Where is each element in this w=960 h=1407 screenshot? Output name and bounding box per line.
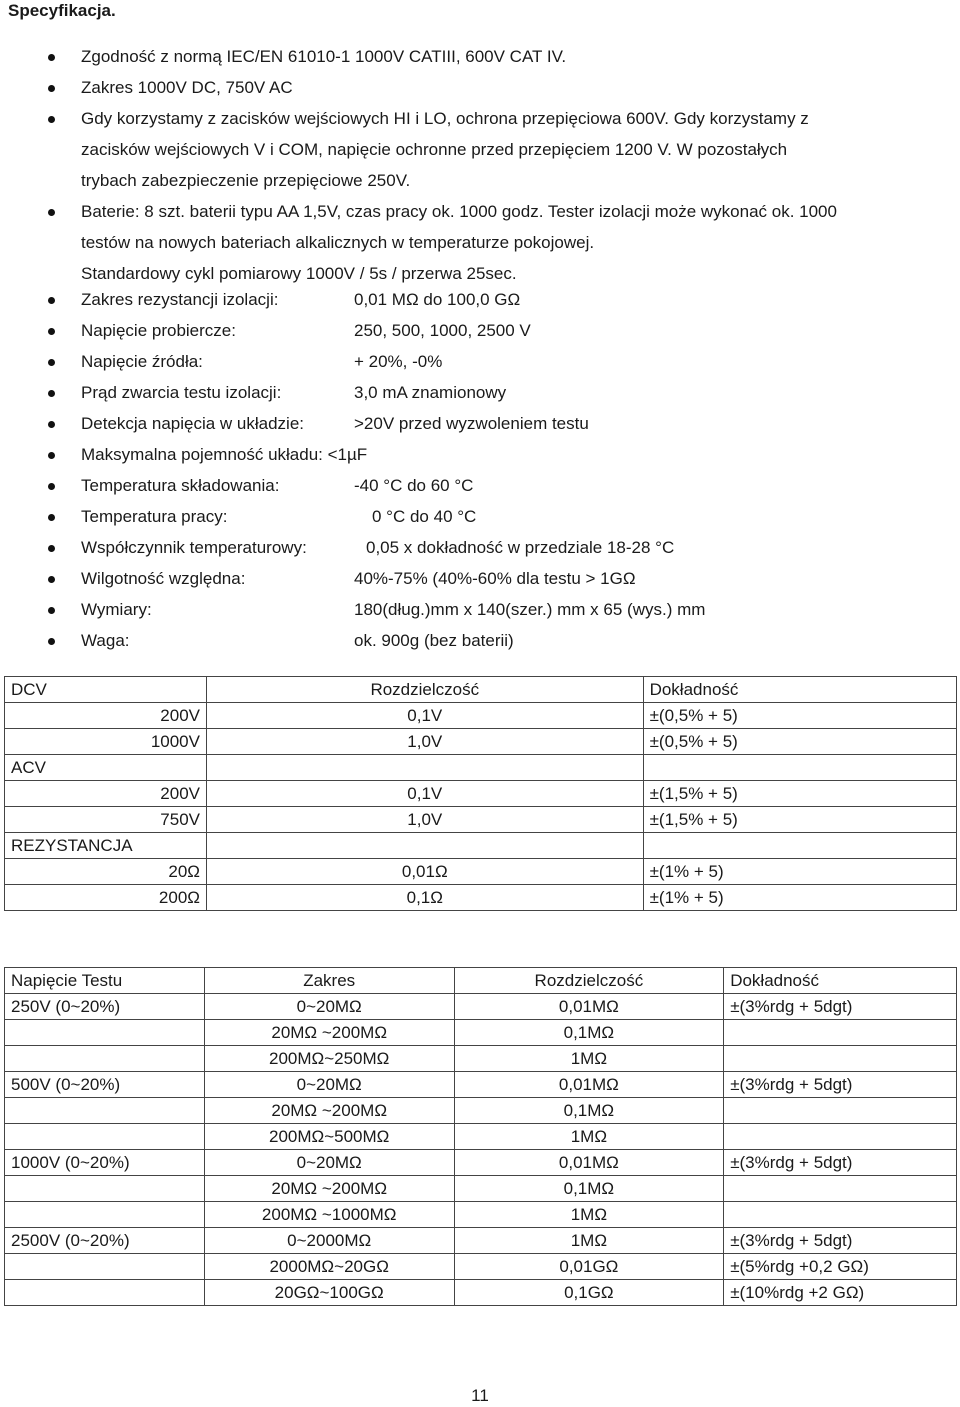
spec-label: Detekcja napięcia w układzie: [81, 414, 305, 433]
table-cell [5, 1124, 205, 1150]
table-cell-empty [5, 885, 139, 911]
table-cell: 200MΩ~500MΩ [204, 1124, 454, 1150]
spec-label: Waga: [81, 631, 130, 650]
table-cell: ±(1,5% + 5) [643, 781, 956, 807]
table-cell: 0,01Ω [206, 859, 643, 885]
table-cell: 0,01GΩ [454, 1254, 724, 1280]
table-cell: 0,01MΩ [454, 994, 724, 1020]
spec-label: Zakres rezystancji izolacji: [81, 290, 279, 309]
table-cell: 1,0V [206, 729, 643, 755]
table-row [5, 885, 957, 911]
table-row [5, 833, 957, 859]
table-cell [724, 1124, 957, 1150]
table-cell: ±(1% + 5) [643, 859, 956, 885]
table-row [5, 1202, 957, 1228]
bullet-dot [48, 390, 55, 397]
table-header-cell: Napięcie Testu [5, 968, 205, 994]
table-cell: 1MΩ [454, 1124, 724, 1150]
bullet-dot [48, 607, 55, 614]
table-row [5, 1280, 957, 1306]
table-cell: 20MΩ ~200MΩ [204, 1176, 454, 1202]
spec-value: -40 °C do 60 °C [354, 476, 474, 495]
bullet-text-line: Baterie: 8 szt. baterii typu AA 1,5V, czas pracy ok. 1000 godz. Tester izolacji może wykonać ok. 1000 [81, 202, 837, 221]
table-cell [643, 755, 956, 781]
table-cell: 1,0V [206, 807, 643, 833]
table-cell [5, 1254, 205, 1280]
bullet-text-line: Zgodność z normą IEC/EN 61010-1 1000V CATIII, 600V CAT IV. [81, 47, 567, 66]
table-cell-empty [5, 729, 139, 755]
table-cell-empty [5, 781, 139, 807]
table-cell: ±(3%rdg + 5dgt) [724, 1150, 957, 1176]
table-cell: 200MΩ ~1000MΩ [204, 1202, 454, 1228]
table-row [5, 703, 957, 729]
table-row [5, 1254, 957, 1280]
bullet-text-line: Standardowy cykl pomiarowy 1000V / 5s / przerwa 25sec. [81, 264, 517, 283]
table-cell: 2500V (0~20%) [5, 1228, 205, 1254]
insulation-test-table [4, 967, 957, 1306]
table-row [5, 1046, 957, 1072]
table-cell [5, 1020, 205, 1046]
table-header-cell [139, 677, 207, 703]
table-header-cell: Dokładność [724, 968, 957, 994]
table-cell: 20GΩ~100GΩ [204, 1280, 454, 1306]
table-cell [5, 1280, 205, 1306]
table-cell: 0~2000MΩ [204, 1228, 454, 1254]
table-cell: 0~20MΩ [204, 1072, 454, 1098]
table-cell: 200V [139, 781, 207, 807]
table-cell: 20Ω [139, 859, 207, 885]
table-header-cell: Rozdzielczość [454, 968, 724, 994]
table-cell: 200V [139, 703, 207, 729]
spec-label: Wymiary: [81, 600, 152, 619]
table-row [5, 1176, 957, 1202]
spec-label: Napięcie źródła: [81, 352, 203, 371]
table-header-row [5, 677, 957, 703]
table-cell [206, 755, 643, 781]
table-cell: 20MΩ ~200MΩ [204, 1020, 454, 1046]
table-cell [643, 833, 956, 859]
bullet-dot [48, 297, 55, 304]
table-cell-empty [5, 807, 139, 833]
table-row [5, 1150, 957, 1176]
table-cell: 1MΩ [454, 1228, 724, 1254]
bullet-dot [48, 452, 55, 459]
table-cell: ±(10%rdg +2 GΩ) [724, 1280, 957, 1306]
table-cell: 750V [139, 807, 207, 833]
table-cell: 0,1MΩ [454, 1176, 724, 1202]
table-row [5, 859, 957, 885]
table-cell-empty [5, 859, 139, 885]
table-row [5, 755, 957, 781]
table-cell: 0,1MΩ [454, 1098, 724, 1124]
table-header-cell: Dokładność [643, 677, 956, 703]
table-cell [724, 1098, 957, 1124]
table-cell: 2000MΩ~20GΩ [204, 1254, 454, 1280]
table-cell: 0,01MΩ [454, 1072, 724, 1098]
spec-label: Maksymalna pojemność układu: <1µF [81, 445, 368, 464]
page-number: 11 [471, 1386, 489, 1405]
table-header-cell: Zakres [204, 968, 454, 994]
spec-value: ok. 900g (bez baterii) [354, 631, 514, 650]
spec-label: Prąd zwarcia testu izolacji: [81, 383, 282, 402]
table-cell [206, 833, 643, 859]
table-cell: 0,01MΩ [454, 1150, 724, 1176]
table-cell: ±(3%rdg + 5dgt) [724, 994, 957, 1020]
table-cell: 1000V [139, 729, 207, 755]
table-row [5, 781, 957, 807]
table-cell: 200Ω [139, 885, 207, 911]
table-cell: 500V (0~20%) [5, 1072, 205, 1098]
spec-value: 0,01 MΩ do 100,0 GΩ [354, 290, 521, 309]
table-cell: ±(0,5% + 5) [643, 729, 956, 755]
table-cell [724, 1046, 957, 1072]
bullet-dot [48, 638, 55, 645]
spec-label: Temperatura składowania: [81, 476, 280, 495]
table-cell [724, 1020, 957, 1046]
table-cell [139, 833, 207, 859]
table-cell: 1000V (0~20%) [5, 1150, 205, 1176]
table-cell [5, 1098, 205, 1124]
table-cell: 0,1V [206, 703, 643, 729]
table-cell: 0,1V [206, 781, 643, 807]
table-cell: ±(0,5% + 5) [643, 703, 956, 729]
dcv-acv-resistance-table [4, 676, 957, 911]
spec-value: 3,0 mA znamionowy [354, 383, 507, 402]
bullet-dot [48, 85, 55, 92]
bullet-dot [48, 421, 55, 428]
table-cell: 0,1GΩ [454, 1280, 724, 1306]
table-cell [5, 1202, 205, 1228]
bullet-dot [48, 359, 55, 366]
bullet-text-line: Gdy korzystamy z zacisków wejściowych HI i LO, ochrona przepięciowa 600V. Gdy korzystamy z [81, 109, 809, 128]
bullet-dot [48, 209, 55, 216]
spec-label: Wilgotność względna: [81, 569, 246, 588]
table-cell: 0,1MΩ [454, 1020, 724, 1046]
spec-value: 250, 500, 1000, 2500 V [354, 321, 531, 340]
table-cell: ±(5%rdg +0,2 GΩ) [724, 1254, 957, 1280]
spec-value: + 20%, -0% [354, 352, 443, 371]
bullet-dot [48, 576, 55, 583]
spec-value: 180(dług.)mm x 140(szer.) mm x 65 (wys.) mm [354, 600, 706, 619]
table-header-cell: DCV [5, 677, 139, 703]
table-row [5, 1020, 957, 1046]
section-label: ACV [5, 755, 139, 781]
table-row [5, 994, 957, 1020]
spec-value: >20V przed wyzwoleniem testu [354, 414, 589, 433]
spec-value: 0,05 x dokładność w przedziale 18-28 °C [366, 538, 675, 557]
table-cell: 0~20MΩ [204, 1150, 454, 1176]
table-cell [5, 1046, 205, 1072]
table-cell: 1MΩ [454, 1202, 724, 1228]
table-cell: ±(3%rdg + 5dgt) [724, 1228, 957, 1254]
table-header-cell: Rozdzielczość [206, 677, 643, 703]
table-row [5, 1228, 957, 1254]
bullet-dot [48, 116, 55, 123]
bullet-dot [48, 514, 55, 521]
bullet-text-line: zacisków wejściowych V i COM, napięcie ochronne przed przepięciem 1200 V. W pozostałych [81, 140, 788, 159]
table-cell: ±(1% + 5) [643, 885, 956, 911]
table-cell: 20MΩ ~200MΩ [204, 1098, 454, 1124]
table-cell [139, 755, 207, 781]
table-cell: 0,1Ω [206, 885, 643, 911]
bullet-dot [48, 545, 55, 552]
table-header-row [5, 968, 957, 994]
table-cell: 0~20MΩ [204, 994, 454, 1020]
spec-value: 40%-75% (40%-60% dla testu > 1GΩ [354, 569, 636, 588]
spec-value: 0 °C do 40 °C [372, 507, 477, 526]
table-row [5, 729, 957, 755]
table-row [5, 1072, 957, 1098]
bullet-dot [48, 483, 55, 490]
table-row [5, 1124, 957, 1150]
table-cell: ±(1,5% + 5) [643, 807, 956, 833]
table-cell: 1MΩ [454, 1046, 724, 1072]
page-title: Specyfikacja. [8, 1, 116, 20]
section-label: REZYSTANCJA [5, 833, 139, 859]
table-cell-empty [5, 703, 139, 729]
bullet-text-line: Zakres 1000V DC, 750V AC [81, 78, 293, 97]
table-cell: ±(3%rdg + 5dgt) [724, 1072, 957, 1098]
bullet-dot [48, 54, 55, 61]
spec-label: Współczynnik temperaturowy: [81, 538, 307, 557]
spec-label: Temperatura pracy: [81, 507, 228, 526]
table-cell [724, 1202, 957, 1228]
table-row [5, 807, 957, 833]
table-cell: 250V (0~20%) [5, 994, 205, 1020]
bullet-text-line: testów na nowych bateriach alkalicznych w temperaturze pokojowej. [81, 233, 595, 252]
table-cell [5, 1176, 205, 1202]
table-row [5, 1098, 957, 1124]
table-cell: 200MΩ~250MΩ [204, 1046, 454, 1072]
bullet-text-line: trybach zabezpieczenie przepięciowe 250V. [81, 171, 411, 190]
bullet-dot [48, 328, 55, 335]
table-cell [724, 1176, 957, 1202]
spec-label: Napięcie probiercze: [81, 321, 236, 340]
